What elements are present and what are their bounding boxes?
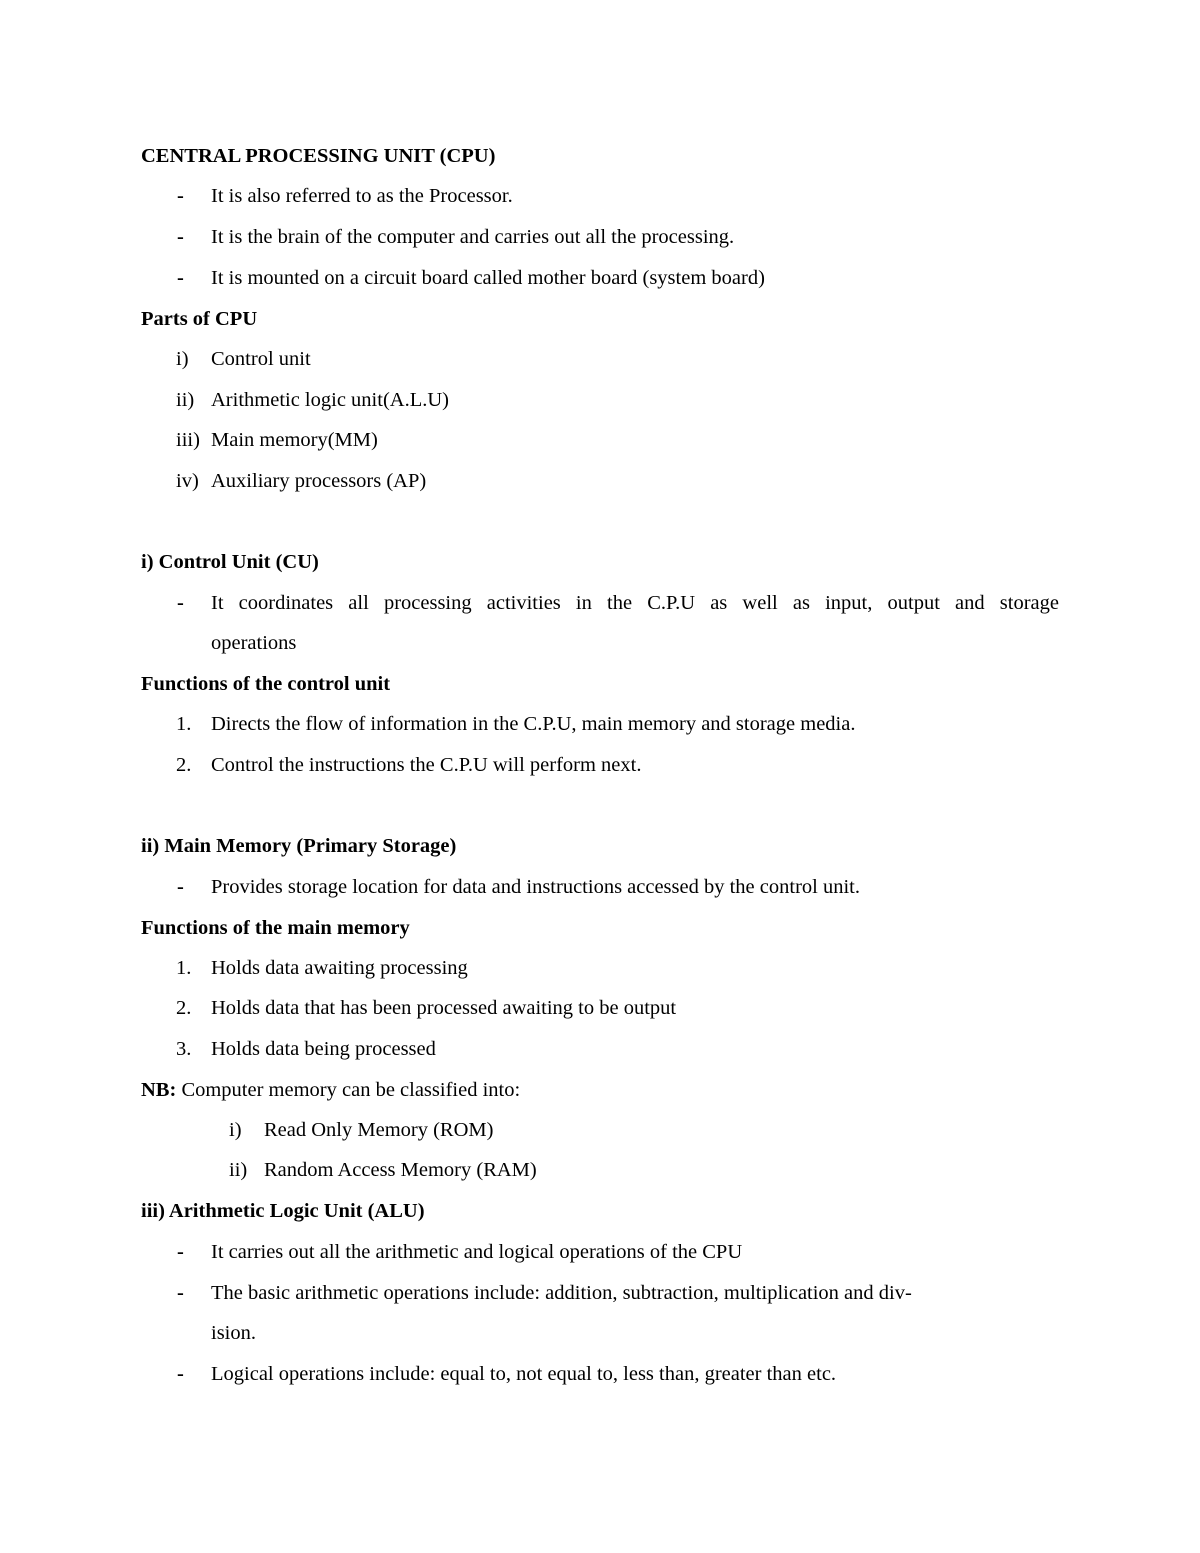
- parts-item: Main memory(MM): [211, 429, 378, 451]
- parts-heading: Parts of CPU: [141, 308, 258, 330]
- bullet-dash: -: [177, 267, 184, 289]
- list-marker: 1.: [176, 957, 192, 979]
- cu-point-line-1: It coordinates all processing activities in the C.P.U as well as input, output and storage: [211, 592, 1059, 614]
- nb-note: [141, 1080, 520, 1101]
- cu-point-line-2: operations: [211, 632, 297, 654]
- list-marker: 2.: [176, 754, 192, 776]
- nb-text: Computer memory can be classified into:: [181, 1079, 521, 1101]
- mm-function-item: Holds data being processed: [211, 1038, 436, 1060]
- memory-type-item: Read Only Memory (ROM): [264, 1119, 494, 1141]
- mm-function-item: Holds data awaiting processing: [211, 957, 468, 979]
- mm-function-item: Holds data that has been processed awaiting to be output: [211, 997, 677, 1019]
- parts-item: Arithmetic logic unit(A.L.U): [211, 389, 449, 411]
- alu-point-1: It carries out all the arithmetic and logical operations of the CPU: [211, 1241, 743, 1263]
- bullet-dash: -: [177, 226, 184, 248]
- nb-label: NB:: [141, 1079, 177, 1101]
- alu-point-3: Logical operations include: equal to, not equal to, less than, greater than etc.: [211, 1363, 837, 1385]
- memory-type-item: Random Access Memory (RAM): [264, 1159, 537, 1181]
- parts-item: Control unit: [211, 348, 311, 370]
- list-marker: i): [176, 348, 189, 370]
- cu-functions-heading: Functions of the control unit: [141, 673, 391, 695]
- bullet-dash: -: [177, 1241, 184, 1263]
- mm-point: Provides storage location for data and instructions accessed by the control unit.: [211, 876, 860, 898]
- list-marker: 2.: [176, 997, 192, 1019]
- list-marker: 1.: [176, 713, 192, 735]
- list-marker: 3.: [176, 1038, 192, 1060]
- parts-item: Auxiliary processors (AP): [211, 470, 427, 492]
- alu-heading: iii) Arithmetic Logic Unit (ALU): [141, 1200, 425, 1222]
- document-title: CENTRAL PROCESSING UNIT (CPU): [141, 145, 496, 167]
- list-marker: ii): [176, 389, 195, 411]
- list-marker: iii): [176, 429, 200, 451]
- cu-function-item: Directs the flow of information in the C.P.U, main memory and storage media.: [211, 713, 856, 735]
- alu-point-2-line-2: ision.: [211, 1322, 256, 1344]
- bullet-dash: -: [177, 592, 184, 614]
- bullet-dash: -: [177, 876, 184, 898]
- list-marker: iv): [176, 470, 199, 492]
- list-marker: ii): [229, 1159, 248, 1181]
- list-marker: i): [229, 1119, 242, 1141]
- mm-heading: ii) Main Memory (Primary Storage): [141, 835, 457, 857]
- cpu-point-1: It is also referred to as the Processor.: [211, 185, 513, 207]
- cpu-point-3: It is mounted on a circuit board called mother board (system board): [211, 267, 765, 289]
- bullet-dash: -: [177, 1363, 184, 1385]
- cu-function-item: Control the instructions the C.P.U will perform next.: [211, 754, 642, 776]
- cpu-point-2: It is the brain of the computer and carries out all the processing.: [211, 226, 735, 248]
- bullet-dash: -: [177, 1282, 184, 1304]
- alu-point-2-line-1: The basic arithmetic operations include: addition, subtraction, multiplication and div-: [211, 1282, 912, 1304]
- cu-heading: i) Control Unit (CU): [141, 551, 319, 573]
- bullet-dash: -: [177, 185, 184, 207]
- mm-functions-heading: Functions of the main memory: [141, 917, 410, 939]
